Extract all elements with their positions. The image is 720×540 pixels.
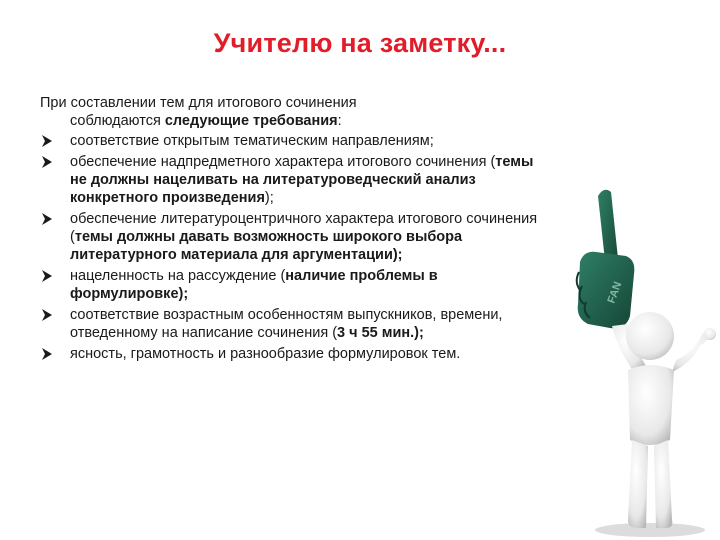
requirements-list xyxy=(40,132,540,363)
arrow-bullet-icon xyxy=(41,212,53,226)
arrow-bullet-icon xyxy=(41,347,53,361)
item-text-end: ); xyxy=(264,190,274,206)
requirements-text xyxy=(40,94,540,366)
intro-line-2 xyxy=(40,112,540,130)
list-item xyxy=(40,132,540,150)
list-item xyxy=(40,306,540,342)
item-emphasis: наличие проблемы в формулировке); xyxy=(70,268,438,302)
intro-text: соблюдаются xyxy=(70,113,165,129)
item-text: обеспечение надпредметного характера итогового сочинения ( xyxy=(70,154,496,170)
item-text: ясность, грамотность и разнообразие формулировок тем. xyxy=(70,346,461,362)
arrow-bullet-icon xyxy=(41,155,53,169)
arrow-bullet-icon xyxy=(41,308,53,322)
arrow-bullet-icon xyxy=(41,134,53,148)
list-item xyxy=(40,153,540,207)
intro-emphasis: следующие требования xyxy=(164,113,338,129)
list-item xyxy=(40,210,540,264)
item-emphasis: темы должны давать возможность широкого выбора литературного материала для аргументации); xyxy=(70,229,463,263)
item-emphasis: темы не должны нацеливать на литературоведческий анализ конкретного произведения xyxy=(70,154,534,206)
figure-with-foam-finger-icon xyxy=(566,176,720,540)
list-item xyxy=(40,345,540,363)
item-text: нацеленность на рассуждение ( xyxy=(70,268,286,284)
intro-line-1: При составлении тем для итогового сочинения xyxy=(40,95,357,111)
intro-colon: : xyxy=(337,113,342,129)
page-title: Учителю на заметку... xyxy=(213,28,507,58)
intro-paragraph xyxy=(40,94,540,130)
item-text: соответствие возрастным особенностям выпускников, времени, отведенному на написание сочинения ( xyxy=(70,307,503,341)
foam-finger-icon xyxy=(577,190,635,329)
item-text: обеспечение литературоцентричного характера итогового сочинения ( xyxy=(70,211,538,245)
svg-text:FAN: FAN xyxy=(605,280,625,306)
item-text: соответствие открытым тематическим направлениям; xyxy=(70,133,434,149)
item-emphasis: 3 ч 55 мин.); xyxy=(337,325,424,341)
arrow-bullet-icon xyxy=(41,269,53,283)
list-item xyxy=(40,267,540,303)
